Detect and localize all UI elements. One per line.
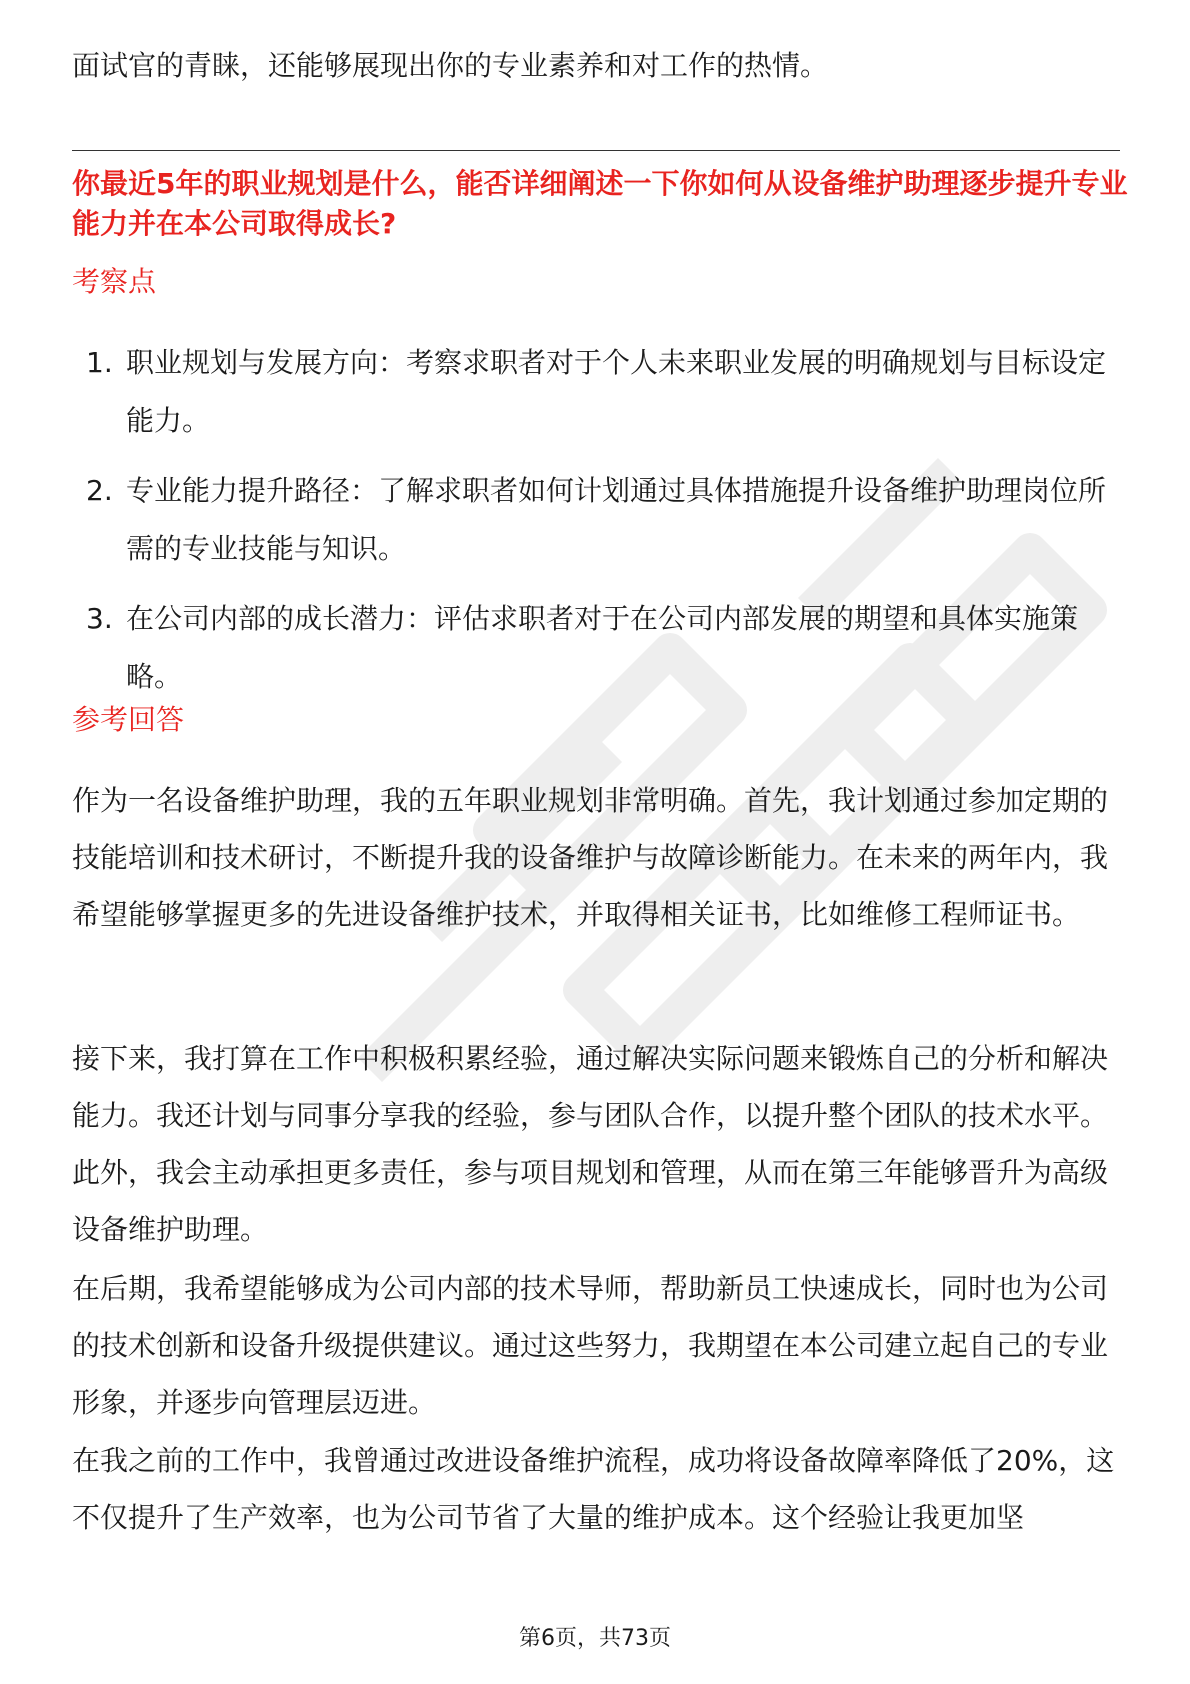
exam-point-text: 专业能力提升路径：了解求职者如何计划通过具体措施提升设备维护助理岗位所需的专业技能与知识。: [126, 474, 1107, 565]
reference-answer-heading: 参考回答: [72, 703, 185, 736]
exam-point-number: 2.: [86, 474, 113, 507]
exam-point-text: 职业规划与发展方向：考察求职者对于个人未来职业发展的明确规划与目标设定能力。: [126, 346, 1107, 437]
exam-point-item: [72, 462, 1132, 578]
section-divider: [72, 150, 1120, 151]
answer-paragraph: 在后期，我希望能够成为公司内部的技术导师，帮助新员工快速成长，同时也为公司的技术创新和设备升级提供建议。通过这些努力，我期望在本公司建立起自己的专业形象，并逐步向管理层迈进。: [72, 1272, 1109, 1419]
exam-points-list: [72, 334, 1132, 718]
exam-points-heading: 考察点: [72, 265, 157, 298]
exam-point-number: 3.: [86, 602, 113, 635]
answer-paragraph: 接下来，我打算在工作中积极积累经验，通过解决实际问题来锻炼自己的分析和解决能力。我还计划与同事分享我的经验，参与团队合作，以提升整个团队的技术水平。此外，我会主动承担更多责任，参与项目规划和管理，从而在第三年能够晋升为高级设备维护助理。: [72, 1042, 1109, 1246]
interview-question: 你最近5年的职业规划是什么，能否详细阐述一下你如何从设备维护助理逐步提升专业能力并在本公司取得成长?: [72, 167, 1128, 240]
answer-paragraph: 作为一名设备维护助理，我的五年职业规划非常明确。首先，我计划通过参加定期的技能培训和技术研讨，不断提升我的设备维护与故障诊断能力。在未来的两年内，我希望能够掌握更多的先进设备维护技术，并取得相关证书，比如维修工程师证书。: [72, 784, 1109, 931]
exam-point-number: 1.: [86, 346, 113, 379]
page-number: 第6页，共73页: [519, 1626, 671, 1651]
answer-paragraph: 在我之前的工作中，我曾通过改进设备维护流程，成功将设备故障率降低了20%，这不仅提升了生产效率，也为公司节省了大量的维护成本。这个经验让我更加坚: [72, 1444, 1115, 1534]
exam-point-item: [72, 590, 1132, 706]
intro-line: 面试官的青睐，还能够展现出你的专业素养和对工作的热情。: [72, 49, 829, 82]
exam-point-text: 在公司内部的成长潜力：评估求职者对于在公司内部发展的期望和具体实施策略。: [126, 602, 1079, 693]
exam-point-item: [72, 334, 1132, 450]
